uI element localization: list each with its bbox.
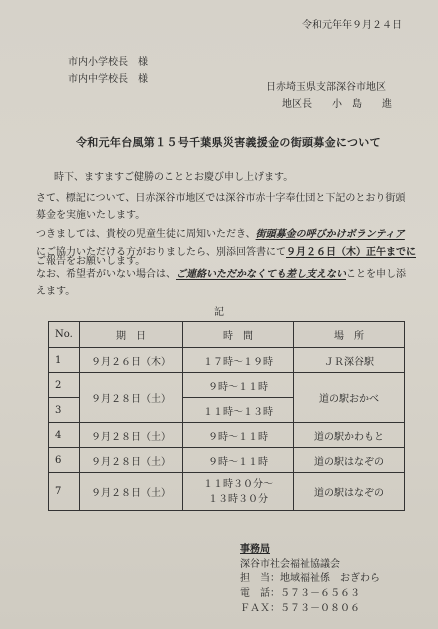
p4-text: ことを申し添 [346, 269, 406, 280]
cell-no: 2 [49, 373, 80, 398]
addressee-junior-high: 市内中学校長 様 [68, 74, 148, 85]
cell-date: ９月２８日（土） [80, 448, 183, 473]
body-paragraph-4-line-2: えます。 [36, 286, 76, 297]
cell-no: 6 [49, 448, 80, 473]
cell-no: 3 [49, 398, 80, 423]
cell-place: 道の駅おかべ [294, 373, 405, 423]
header-time: 時 間 [183, 322, 294, 348]
cell-place: 道の駅はなぞの [294, 448, 405, 473]
cell-date: ９月２８日（土） [80, 423, 183, 448]
header-no: No. [49, 322, 80, 348]
body-paragraph-3-line-3: ご報告をお願いします。 [36, 256, 146, 267]
cell-time [183, 473, 294, 511]
deadline-emphasis: ９月２６日（木）正午までに [286, 247, 416, 258]
sender-name: 地区長 小 島 進 [282, 99, 392, 110]
body-paragraph-4-line-1 [36, 269, 406, 281]
header-place: 場 所 [294, 322, 405, 348]
greeting-paragraph: 時下、ますますご健勝のこととお慶び申し上げます。 [54, 172, 294, 183]
cell-place: 道の駅はなぞの [294, 473, 405, 511]
document-date: 令和元年年９月２４日 [302, 20, 402, 31]
table-row [49, 448, 405, 473]
cell-time-line-2: １３時３０分 [208, 493, 268, 505]
office-heading: 事務局 [240, 544, 270, 555]
sender-organization: 日赤埼玉県支部深谷市地区 [266, 82, 386, 93]
cell-time-line-1: １１時３０分～ [203, 478, 273, 490]
cell-time: ９時～１１時 [183, 423, 294, 448]
office-org: 深谷市社会福祉協議会 [240, 559, 340, 570]
cell-date: ９月２８日（土） [80, 373, 183, 423]
cell-place: ＪＲ深谷駅 [294, 348, 405, 373]
table-row [49, 473, 405, 511]
office-fax: ＦＡＸ：５７３－０８０６ [240, 603, 360, 614]
p3-text: つきましては、貴校の児童生徒に周知いただき、 [36, 229, 256, 240]
cell-time: １７時～１９時 [183, 348, 294, 373]
table-row [49, 348, 405, 373]
table-row [49, 373, 405, 398]
p3-text: にご協力いただける方がおりましたら、別添回答書にて [36, 247, 286, 258]
cell-date: ９月２６日（木） [80, 348, 183, 373]
cell-time: １１時～１３時 [183, 398, 294, 423]
cell-no: 7 [49, 473, 80, 511]
document-title: 令和元年台風第１５号千葉県災害義援金の街頭募金について [76, 136, 381, 149]
no-reply-emphasis: ご連絡いただかなくても差し支えない [176, 269, 346, 280]
cell-no: 4 [49, 423, 80, 448]
header-date: 期 日 [80, 322, 183, 348]
cell-time: ９時～１１時 [183, 373, 294, 398]
office-contact: 担 当：地域福祉係 おぎわら [240, 573, 380, 584]
ki-heading: 記 [214, 307, 224, 318]
body-paragraph-2-line-2: 募金を実施いたします。 [36, 210, 146, 221]
p4-text: なお、希望者がいない場合は、 [36, 269, 176, 280]
volunteer-emphasis: 街頭募金の呼びかけボランティア [255, 229, 405, 240]
table-row [49, 423, 405, 448]
body-paragraph-2-line-1: さて、標記について、日赤深谷市地区では深谷市赤十字奉仕団と下記のとおり街頭 [36, 193, 406, 204]
cell-time: ９時～１１時 [183, 448, 294, 473]
body-paragraph-3-line-1 [36, 229, 405, 241]
cell-place: 道の駅かわもと [294, 423, 405, 448]
addressee-elementary: 市内小学校長 様 [68, 57, 148, 68]
table-header-row [49, 322, 405, 348]
schedule-table [48, 321, 405, 511]
cell-no: 1 [49, 348, 80, 373]
cell-date: ９月２８日（土） [80, 473, 183, 511]
office-tel: 電 話：５７３－６５６３ [240, 588, 360, 599]
